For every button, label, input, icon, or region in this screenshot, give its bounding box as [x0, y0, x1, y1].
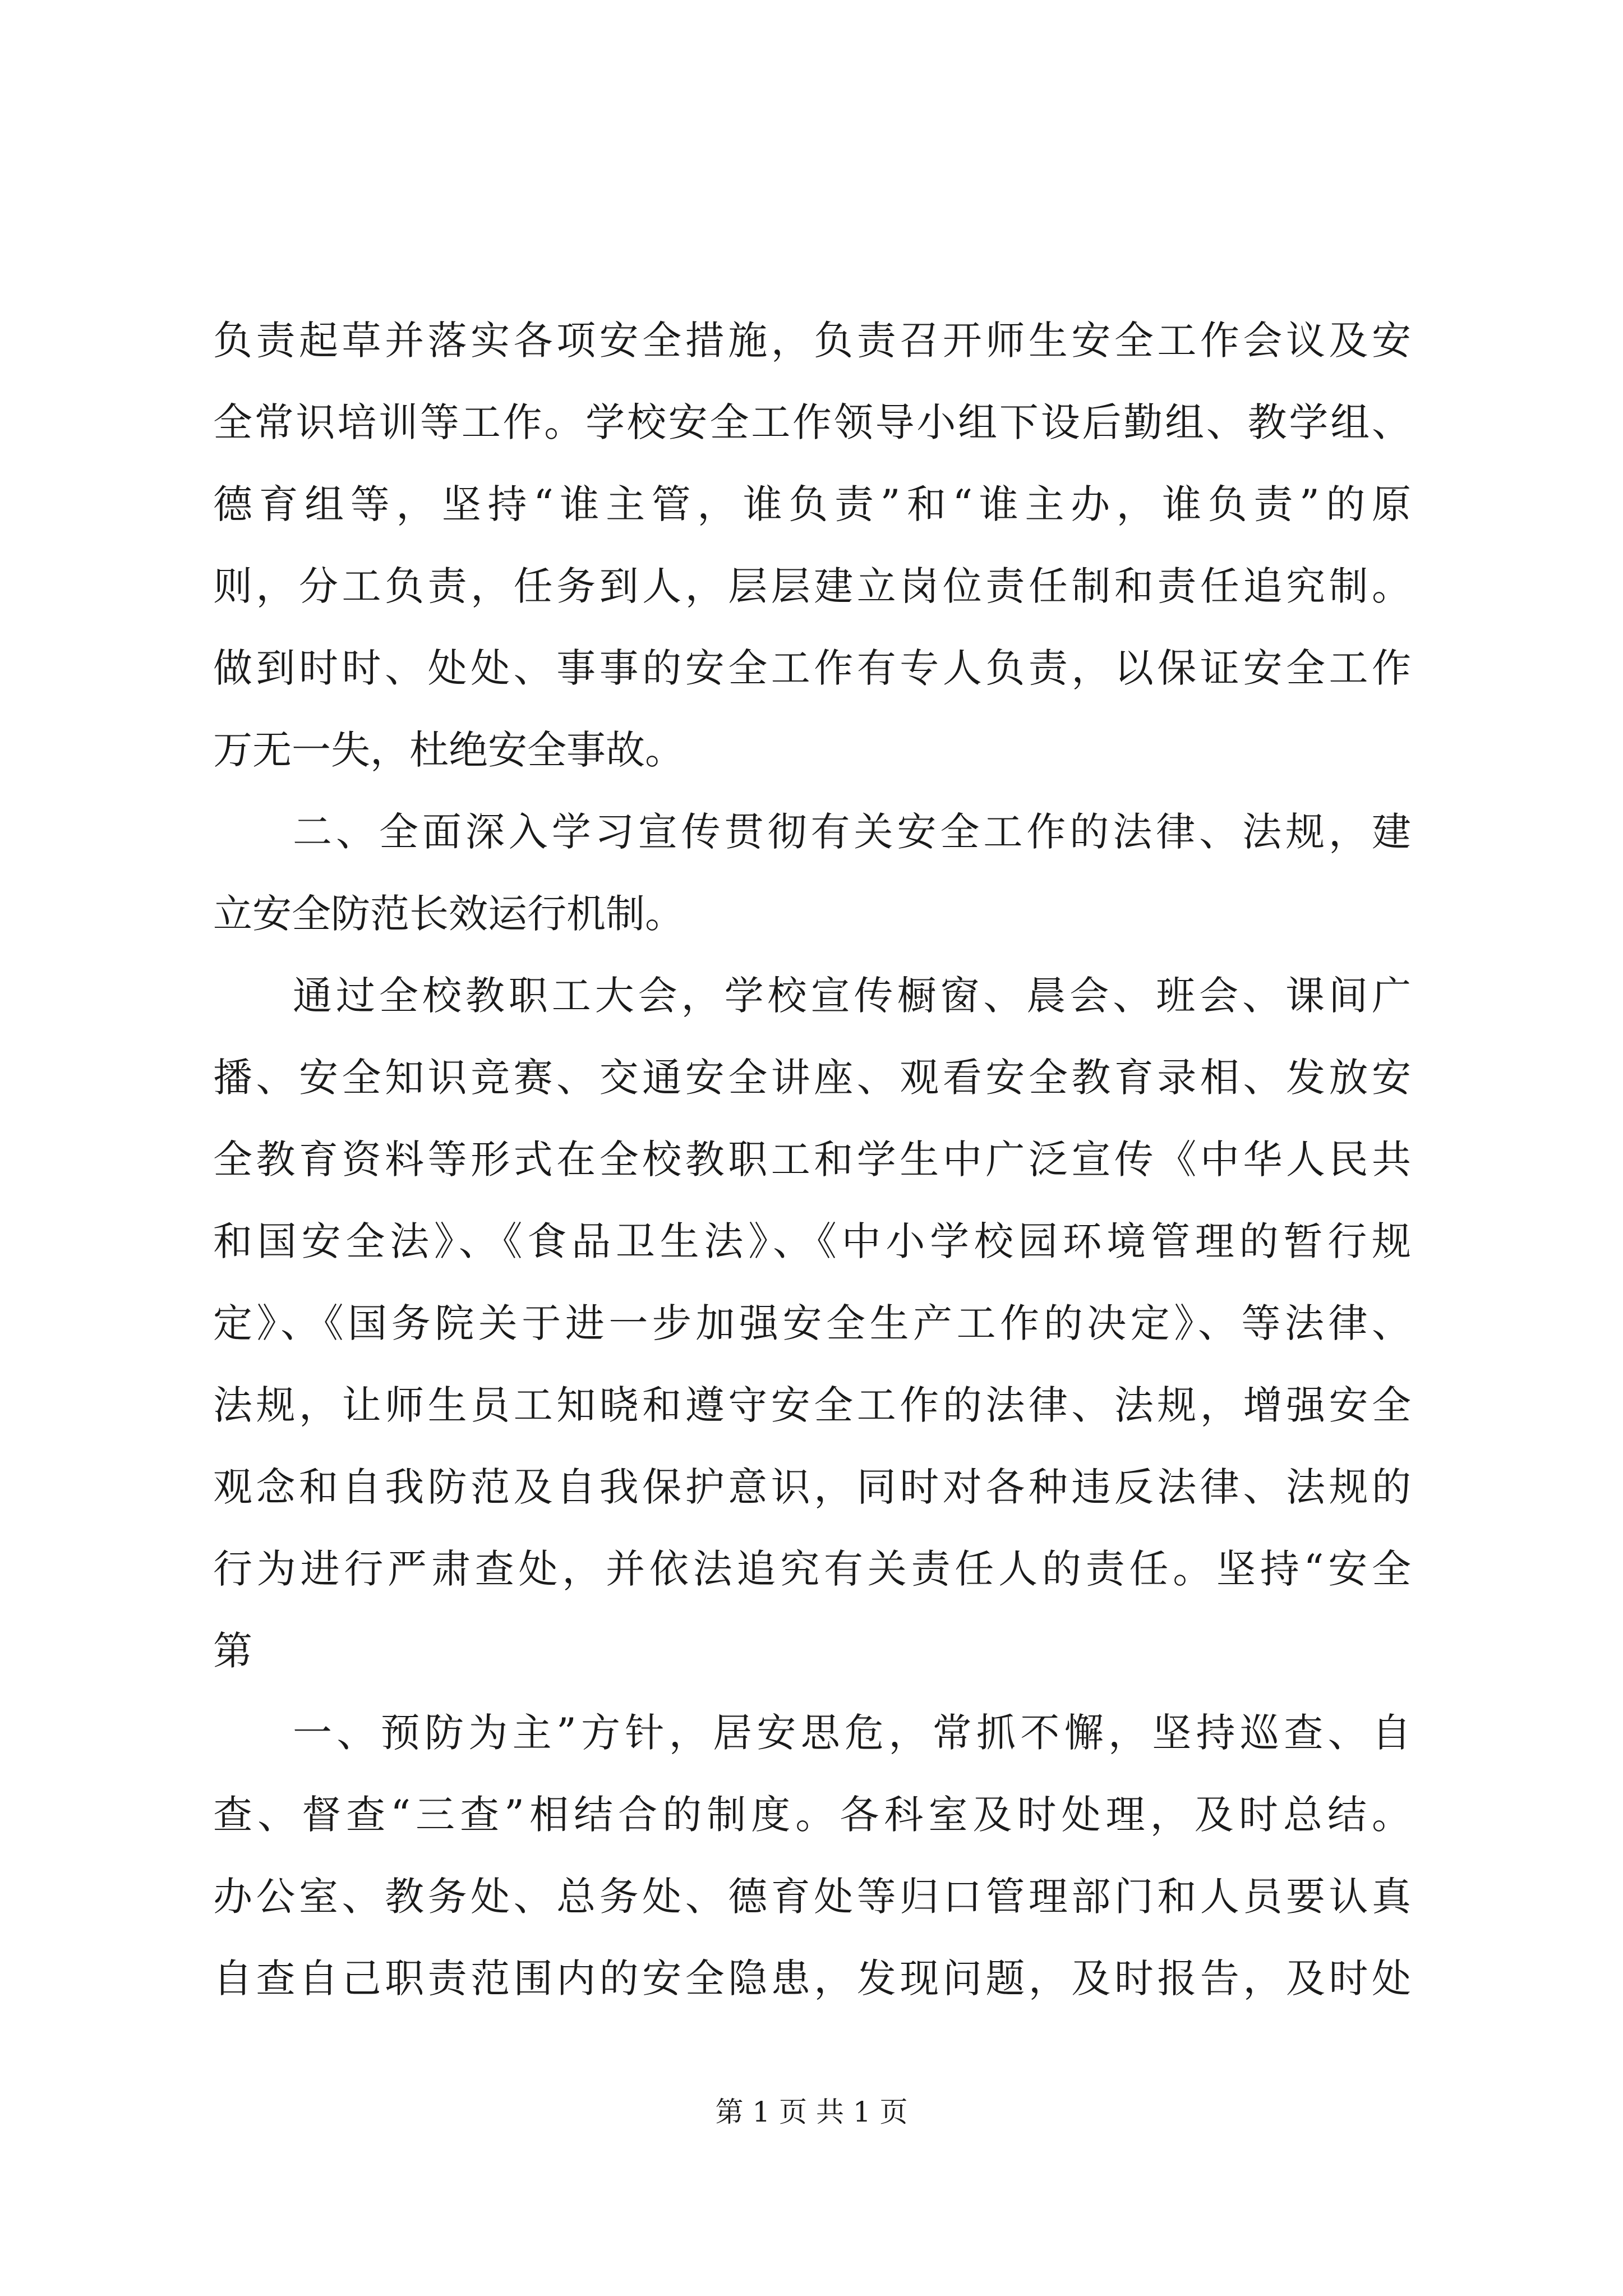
- text-line: 自查自己职责范围内的安全隐患，发现问题，及时报告，及时处: [213, 1955, 1411, 2001]
- text-line: 一、预防为主”方针，居安思危，常抓不懈，坚持巡查、自: [293, 1710, 1411, 1756]
- text-line: 办公室、教务处、总务处、德育处等归口管理部门和人员要认真: [213, 1874, 1411, 1920]
- text-line: 则，分工负责，任务到人，层层建立岗位责任制和责任追究制。: [213, 563, 1411, 609]
- page-footer: 第 1 页 共 1 页: [715, 2096, 908, 2128]
- text-line: 查、督查“三查”相结合的制度。各科室及时处理，及时总结。: [213, 1792, 1411, 1838]
- text-line: 法规，让师生员工知晓和遵守安全工作的法律、法规，增强安全: [213, 1382, 1411, 1428]
- text-line: 观念和自我防范及自我保护意识，同时对各种违反法律、法规的: [213, 1464, 1411, 1510]
- document-body: [213, 300, 1411, 2019]
- text-line: 第: [213, 1628, 252, 1674]
- text-line: 二、全面深入学习宣传贯彻有关安全工作的法律、法规，建: [293, 809, 1411, 855]
- text-line: 万无一失，杜绝安全事故。: [213, 727, 684, 773]
- text-line: 通过全校教职工大会，学校宣传橱窗、晨会、班会、课间广: [293, 973, 1411, 1019]
- text-line: 全教育资料等形式在全校教职工和学生中广泛宣传《中华人民共: [213, 1137, 1411, 1182]
- text-line: 全常识培训等工作。学校安全工作领导小组下设后勤组、教学组、: [213, 399, 1411, 445]
- text-line: 负责起草并落实各项安全措施，负责召开师生安全工作会议及安: [213, 318, 1411, 364]
- text-line: 和国安全法》、《食品卫生法》、《中小学校园环境管理的暂行规: [213, 1218, 1411, 1264]
- text-line: 定》、《国务院关于进一步加强安全生产工作的决定》、等法律、: [213, 1300, 1411, 1346]
- text-line: 播、安全知识竞赛、交通安全讲座、观看安全教育录相、发放安: [213, 1055, 1411, 1101]
- text-line: 德育组等，坚持“谁主管，谁负责”和“谁主办，谁负责”的原: [213, 481, 1411, 527]
- text-line: 立安全防范长效运行机制。: [213, 891, 684, 937]
- text-line: 做到时时、处处、事事的安全工作有专人负责，以保证安全工作: [213, 645, 1411, 691]
- text-line: 行为进行严肃查处，并依法追究有关责任人的责任。坚持“安全: [213, 1546, 1411, 1592]
